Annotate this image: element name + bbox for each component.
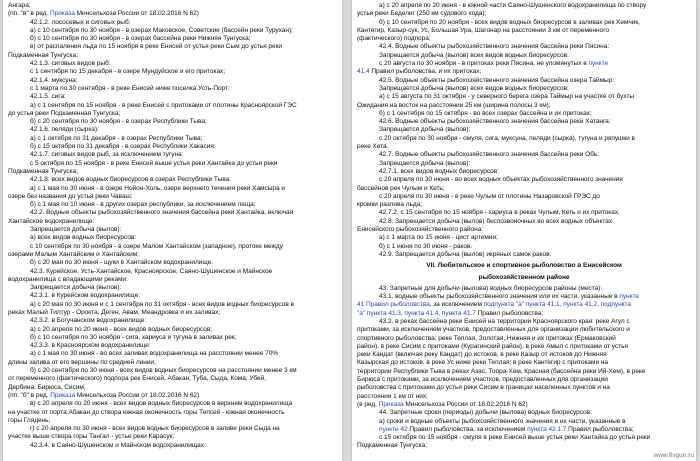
text-line — [357, 10, 691, 18]
text-line — [8, 209, 337, 217]
text-line — [357, 118, 691, 126]
line-text: а) с 1 октября по 31 декабря - в озерах Республики Тыва; — [30, 134, 203, 142]
section-heading: рыбохозяйственном районе — [478, 273, 570, 281]
text-line — [8, 317, 337, 325]
text-line — [357, 226, 691, 234]
text-line — [8, 193, 337, 201]
text-line — [357, 27, 691, 35]
text-line — [357, 218, 691, 226]
line-text: 42.1.6. пеляди (сырка): — [30, 126, 99, 134]
line-text: (в ред. — [357, 400, 379, 408]
line-text: озерами Малым Хантайским и Хантайским; — [8, 250, 139, 258]
text-line — [8, 27, 337, 35]
line-text: Енисейского рыбохозяйственного района: — [357, 226, 484, 234]
text-line — [357, 93, 691, 101]
document-link[interactable]: Приказа — [49, 10, 75, 18]
line-text: а) с 1 мая по 30 июня - в озере Нойон-Холь, озере верхнего течения реки Хамсыра и — [30, 184, 285, 192]
text-line — [357, 110, 691, 118]
line-text: б) с 10 сентября по 30 ноября - в озерах бассейна реки Нижняя Тунгуска; — [30, 35, 251, 43]
line-text: 43. Запретные для добычи (вылова) водных биоресурсов районы (места): — [379, 284, 603, 292]
section-heading: VII. Любительское и спортивное рыболовство в Енисейском — [426, 262, 622, 270]
line-text: а) с 15 августа по 31 октября - у северного берега озера Таймыр на участке от бухты — [379, 93, 634, 101]
line-text: Хантайское водохранилище: — [8, 217, 95, 225]
text-line — [357, 60, 691, 68]
line-text: Казырская до истоков, в реке Ус ниже реки Теплая; в реке Кантегир с притоками на — [357, 359, 608, 367]
line-text: с 10 сентября по 30 ноября - в озере Малом Хантайском (западное), протоке между — [30, 242, 283, 250]
document-page-right — [352, 0, 696, 461]
line-text: Правил рыболовства, и их притоках; — [369, 68, 482, 76]
text-line — [8, 359, 337, 367]
line-text: 43.2. в реках бассейна реки Енисей на территории Красноярского края: реке Агул с — [379, 317, 630, 325]
line-text: а) с 1 сентября по 15 ноября - в реке Енисей с притоками от плотины Красноярской ГЭС — [30, 101, 297, 109]
text-line — [8, 10, 337, 18]
text-line — [8, 384, 337, 392]
text-line — [8, 326, 337, 334]
line-text: с 5 октября по 15 ноября - в реке Енисей выше устья реки Хантайка до устья реки — [30, 159, 278, 167]
line-text: горы Глядень; — [8, 416, 51, 424]
text-line — [8, 52, 337, 60]
line-text: Ангара; — [8, 2, 31, 9]
text-line — [8, 251, 337, 259]
line-text: с 20 августа по 30 ноября - в притоках реки Пясина, не упомянутых в — [379, 60, 589, 68]
line-text: 42.2. Водные объекты рыбохозяйственного значения бассейна реки Хантайка, включая — [30, 209, 294, 217]
text-line — [357, 301, 691, 309]
line-text: Бирюса с притоками, за исключением участков, предоставленных для организации — [357, 376, 608, 384]
document-link[interactable]: подпункта "а" пункта 41.1, пункта 41.2, подпункта — [483, 301, 632, 309]
line-text: 42.3.1. в Курейском водохранилище: — [30, 292, 140, 300]
line-text: Запрещается добыча (вылов) всех видов водных биоресурсов: — [379, 51, 569, 59]
document-link[interactable]: 41.4 — [357, 68, 370, 76]
line-text: Ожидания на восток на расстоянии 25 км (ширина полосы 3 км); — [357, 101, 551, 109]
document-link[interactable]: пункте 42 — [379, 425, 408, 433]
line-text: с 15 октября по 15 ноября - омуля в реке Енисей выше устья реки Хантайка до устья реки — [379, 434, 651, 442]
text-line — [8, 135, 337, 143]
line-text: в) от распаления льда по 15 ноября в реке Енисей от устья реки Сым до устья реки — [30, 43, 283, 51]
text-line — [8, 301, 337, 309]
line-text: 43.1. водные объекты рыбохозяйственного значения или их части, указанные в — [379, 293, 620, 301]
line-text: 42.8. Запрещается добыча (вылов) беспозвоночных во всех водных объектах — [379, 217, 613, 225]
text-line — [8, 425, 337, 433]
text-line — [357, 209, 691, 217]
text-line — [8, 143, 337, 151]
line-text: Запрещается добыча (вылов): — [379, 159, 471, 167]
line-text: 42.5. Водные объекты рыбохозяйственного значения бассейна озера Таймыр: — [379, 76, 615, 84]
line-text: с 20 октября по 30 ноября - омуля, сига, муксуна, пеляди (сырка), тугуна и ряпушки в — [379, 134, 635, 142]
text-line — [357, 85, 691, 93]
line-text: участке выше створа горы Тангал - устье реки Карасук; — [8, 433, 175, 441]
line-text: Минсельхоза России от 18.02.2016 N 62) — [74, 10, 199, 18]
line-text: Правил рыболовства; — [475, 309, 544, 317]
text-line — [357, 442, 691, 450]
text-line — [357, 393, 691, 401]
line-text: расстоянии 1 км от них; — [357, 392, 428, 400]
text-line — [8, 226, 337, 234]
line-text: притоками, за исключением участков, предоставленных для организации любительского и — [357, 326, 630, 334]
text-line — [8, 160, 337, 168]
text-line — [357, 401, 691, 409]
text-line — [8, 342, 337, 350]
text-line — [8, 284, 337, 292]
line-text: б) с 10 сентября по 30 ноября - сига, хариуса и тугуна в заливах рек; — [30, 333, 237, 341]
line-text: Минсельхоза России от 18.02.2016 N 62) — [75, 391, 200, 399]
line-text: район), в реке Сисим с притоками (Курагинский район), в реке Амыл с притоками от устья — [357, 342, 628, 350]
line-text: Минсельхоза России от 18.02.2016 N 62) — [403, 400, 528, 408]
line-text: 42.9. Запрещается добыча (вылов) икряных самок раков. — [379, 250, 552, 258]
text-line — [357, 52, 691, 60]
line-text: длины залива от его вершины по средней линии; — [8, 358, 156, 366]
line-text: Правил рыболовства, за исключением — [407, 425, 528, 433]
text-line — [8, 68, 337, 76]
line-text: 44. Запретные сроки (периоды) добычи (вылова) водных биоресурсов: — [379, 409, 592, 417]
site-watermark: www.fisgun.ru — [653, 452, 694, 459]
text-line — [357, 77, 691, 85]
text-line — [357, 318, 691, 326]
line-text: Подкаменная Тунгуска; — [8, 167, 78, 175]
text-line — [357, 19, 691, 27]
text-line — [8, 43, 337, 51]
line-text: 42.7.1. всех видов водных биоресурсов: — [379, 167, 499, 175]
text-line — [8, 243, 337, 251]
document-link[interactable]: пункта 42.1.7 — [527, 425, 567, 433]
line-text: 42.1.3. сиговых видов рыб: — [30, 60, 111, 68]
text-line — [8, 168, 337, 176]
line-text: реки Кандат (включая реку Кандат) до истоков, в реке Казыр от истоков до Нижняя — [357, 351, 607, 359]
line-text: б) с 1 июня по 30 июня - раков. — [379, 242, 473, 250]
text-line — [357, 201, 691, 209]
line-text: территории Республики Тыва в реках Азас, Тоора-Хем, Красная (бассейна реки Ий-Хем), в реке — [357, 367, 646, 375]
text-line — [8, 433, 337, 441]
text-line — [8, 176, 337, 184]
text-line — [357, 351, 691, 359]
line-text: Подкаменная Тунгуска; — [357, 442, 427, 450]
line-text: а) всех видов водных биоресурсов: — [30, 234, 137, 242]
document-link[interactable]: 41 Правил рыболовства — [357, 301, 430, 309]
text-line — [357, 343, 691, 351]
line-text: 42.1.5. сига: — [30, 93, 66, 101]
text-line — [8, 201, 337, 209]
document-link[interactable]: пункте — [619, 293, 639, 301]
line-text: (фактического) подпора; — [357, 35, 431, 43]
text-line — [357, 251, 691, 259]
line-text: 42.3.4. в Саяно-Шушенском и Майнском водохранилищах: — [30, 441, 206, 449]
text-line — [357, 126, 691, 134]
text-line — [8, 375, 337, 383]
line-text: 42.7.2. с 15 сентября по 15 ноября - хариуса в реках Чулым, Кеть и их притоках. — [379, 209, 620, 217]
line-text: спортивного рыболовства; реке Теплая, Золотая, Нижняя и их притоках (Ермаковский — [357, 334, 616, 342]
text-line — [357, 102, 691, 110]
text-line — [357, 151, 691, 159]
line-text: Запрещается добыча (вылов) всех видов водных биоресурсов: — [379, 84, 569, 92]
document-link[interactable]: пункте — [588, 60, 609, 68]
text-line — [357, 243, 691, 251]
text-line — [357, 234, 691, 242]
text-line — [357, 368, 691, 376]
text-line — [8, 392, 337, 400]
line-text: а) с 1 марта по 15 июня - цист артемии; — [379, 234, 498, 242]
line-text: (пп. "в" в ред. — [8, 10, 50, 18]
text-line — [8, 93, 337, 101]
text-line — [8, 110, 337, 118]
line-text: а) с 1 мая по 30 июня - во всех заливах водохранилища на расстоянии менее 70% — [30, 350, 279, 358]
line-text: кромки разлива льда; — [357, 201, 422, 209]
text-line — [8, 400, 337, 408]
line-text: реке Хета. — [357, 143, 389, 151]
text-line — [357, 143, 691, 151]
line-text: б) с 20 сентября по 30 ноября - в озерах Республики Тыва; — [30, 118, 207, 126]
text-line — [8, 309, 337, 317]
line-text: г) с 20 апреля по 30 июня - всех видов водных биоресурсов в заливе реки Сыда на — [30, 425, 280, 433]
line-text: Запрещается добыча (вылов): — [379, 126, 471, 134]
text-line — [357, 168, 691, 176]
text-line — [357, 359, 691, 367]
document-link[interactable]: Приказа — [50, 391, 76, 399]
line-text: Правил рыболовства; — [566, 425, 634, 433]
text-line — [8, 19, 337, 27]
line-text: а) с 10 сентября по 30 ноября - в озерах Маковское, Советские (бассейн реки Турухан); — [30, 26, 293, 34]
line-text: 42.1.2. лососевых и сиговых рыб: — [30, 18, 131, 26]
line-text: а) сроки и водные объекты рыбохозяйственного значения и их части, указанные в — [379, 417, 626, 425]
line-text: б) с 20 мая по 30 июня - щуки в Хантайском водохранилище. — [30, 259, 214, 267]
line-text: 42.4. Водные объекты рыбохозяйственного значения бассейна реки Пясина: — [379, 43, 610, 51]
line-text: с 20 апреля по 30 июня - в реке Чулым от плотины Назаровской ГРЭС до — [379, 192, 600, 200]
text-line — [8, 268, 337, 276]
line-text: бассейнов рек Чулым и Кеть; — [357, 184, 445, 192]
line-text: б) с 15 октября по 31 декабря - в озерах Республики Хакасия; — [30, 143, 216, 151]
left-page-text — [3, 0, 342, 450]
text-line — [8, 151, 337, 159]
line-text: на участке от порта Абакан до створа южная оконечность горы Тепсей - южная оконечность — [8, 408, 285, 416]
text-line — [8, 276, 337, 284]
text-line — [8, 102, 337, 110]
text-line — [357, 293, 691, 301]
text-line — [8, 350, 337, 358]
text-line — [8, 118, 337, 126]
text-line — [8, 60, 337, 68]
line-text: Запрещается добыча (вылов): — [30, 226, 122, 234]
line-text: а) с 20 апреля по 20 июня - всех видов водных биоресурсов; — [30, 325, 213, 333]
line-text: в) с 20 апреля по 20 июня - всех видов водных биоресурсов в верхнем водохранилища — [30, 400, 293, 408]
text-line — [8, 126, 337, 134]
text-line — [8, 417, 337, 425]
text-line — [8, 367, 337, 375]
text-line — [357, 335, 691, 343]
line-text: рыболовства с притоками до устья реки Сисим в границах населенных пунктов и на — [357, 384, 610, 392]
line-text: до устья реки Подкаменная Тунгуска; — [8, 109, 121, 117]
line-text: Дербина, Бирюса, Сисим; — [8, 383, 86, 391]
line-text: водохранилища с впадающими реками: — [8, 275, 128, 283]
line-text: 42.7. Водные объекты рыбохозяйственного значения бассейна реки Обь: — [379, 151, 600, 159]
text-line — [8, 292, 337, 300]
document-link[interactable]: Приказа — [378, 400, 404, 408]
text-line — [357, 176, 691, 184]
line-text: 42.6. Водные объекты рыбохозяйственного значения бассейна реки Хатанга: — [379, 118, 611, 126]
line-text: б) с 1 сентября по 15 октября - во всех озерах бассейна и их притоках; — [379, 109, 592, 117]
text-line — [357, 285, 691, 293]
text-line — [8, 185, 337, 193]
text-line — [357, 68, 691, 76]
line-text: Кантегир, Казыр-сук, Ус, Большая Ура, Шагонар на расстоянии 3 км от переменного — [357, 26, 610, 34]
line-text: 42.1.8. всех видов водных биоресурсов в озерах Республики Тыва: — [30, 176, 231, 184]
text-line — [8, 259, 337, 267]
line-text: б) с 20 сентября по 30 июня - всех видов водных биоресурсов на расстоянии менее 3 км — [30, 367, 297, 375]
line-text: реках Малый Тилтур - Ороктa, Деген, Авам, Меандрoвка и их заливах; — [8, 308, 221, 316]
text-line — [357, 185, 691, 193]
line-text: а) с 20 мая по 30 июня и с 1 сентября по 31 октября - всех видов водных биоресурсов в — [30, 300, 294, 308]
text-line — [357, 376, 691, 384]
line-text: 42.3.2. в Богучанском водохранилище: — [30, 317, 147, 325]
line-text: 42.3.3. в Красноярском водохранилище: — [30, 342, 151, 350]
text-line — [357, 193, 691, 201]
text-line — [357, 160, 691, 168]
line-text: б) с 1 мая по 10 июня - в других озерах республики, за исключением леща; — [30, 201, 256, 209]
text-line — [8, 218, 337, 226]
text-line — [357, 384, 691, 392]
line-text: с 1 сентября по 15 декабря - в озере Мундуйское и его притоках; — [30, 68, 226, 76]
line-text: 42.1.4. муксуна: — [30, 76, 78, 84]
line-text: с 1 марта по 30 сентября - в реке Енисей ниже поселка Усть-Порт; — [30, 84, 230, 92]
text-line — [8, 2, 337, 10]
line-text: , за исключением — [429, 301, 484, 309]
line-text: 42.1.7. сиговых видов рыб, за исключением тугуна: — [30, 151, 184, 159]
line-text: Запрещается добыча (вылов): — [30, 284, 122, 292]
text-line — [357, 35, 691, 43]
line-text: б) с 10 сентября по 20 ноября - всех видов водных биоресурсов в заливах рек Хемчик, — [379, 18, 640, 26]
text-line — [357, 43, 691, 51]
text-line — [357, 426, 691, 434]
text-line — [8, 234, 337, 242]
line-text: от переменного (фактического) подпора рек Енисей, Абакан, Туба, Сыда, Кома, Убей, — [8, 375, 266, 383]
line-text: (пп. "б" в ред. — [8, 391, 51, 399]
right-page-text — [352, 0, 696, 451]
text-line — [357, 434, 691, 442]
line-text: 42.3. Курейское, Усть-Хантайское, Красноярское, Саяно-Шушенское и Майнское — [30, 267, 273, 275]
line-text: с 20 апреля по 30 июня - во всех водных объектах рыбохозяйственного значения — [379, 176, 623, 184]
text-line — [357, 2, 691, 10]
text-line — [357, 310, 691, 318]
text-line — [357, 418, 691, 426]
document-page-left — [3, 0, 342, 461]
line-text: а) с 20 апреля по 20 июня - в южной части Саяно-Шушенского водохранилища по створу — [379, 2, 647, 9]
text-line — [8, 334, 337, 342]
text-line — [8, 77, 337, 85]
text-line — [8, 409, 337, 417]
document-link[interactable]: "а" пункта 41.3, пункта 41.4, пункта 41.7 — [357, 309, 476, 317]
text-line — [8, 442, 337, 450]
line-text: Подкаменная Тунгуска; — [8, 51, 78, 59]
text-line — [357, 409, 691, 417]
text-line — [8, 85, 337, 93]
line-text: озере без названия до устья реки Чаваш; — [8, 192, 133, 200]
text-line — [357, 326, 691, 334]
text-line — [8, 35, 337, 43]
line-text: устья реки Беделиг (250 км судового хода); — [357, 10, 487, 18]
text-line — [357, 135, 691, 143]
